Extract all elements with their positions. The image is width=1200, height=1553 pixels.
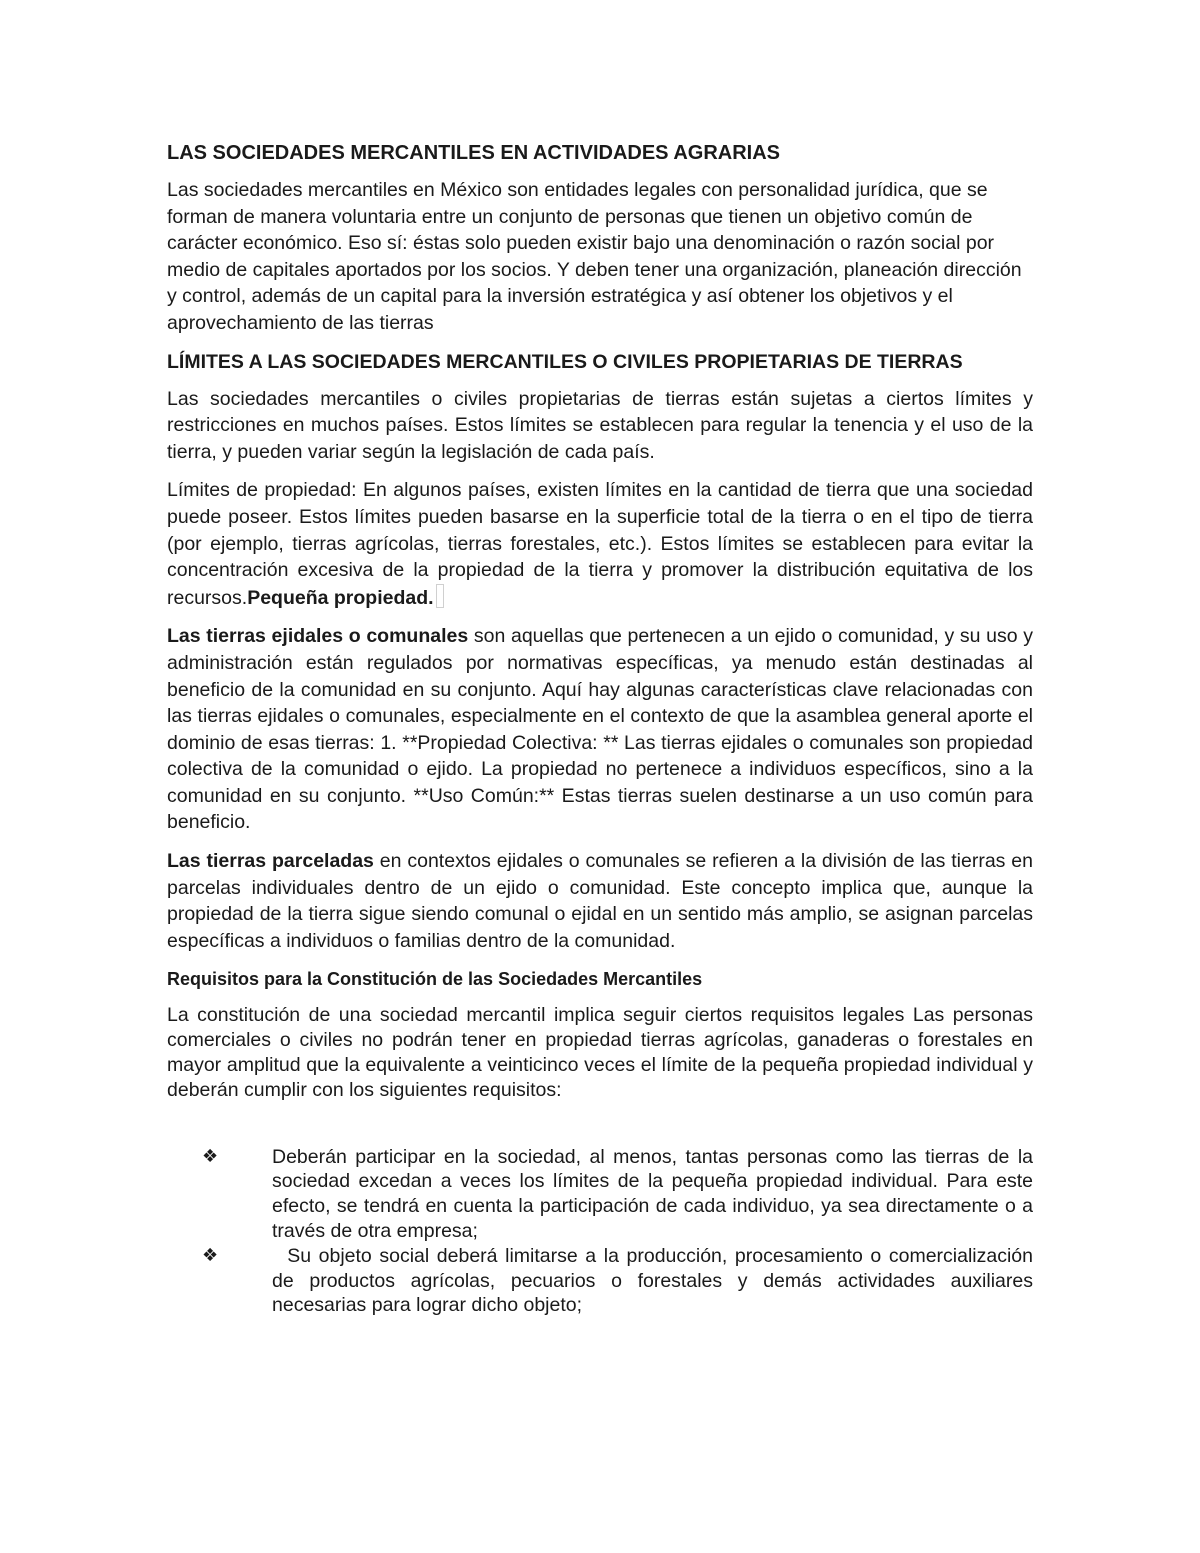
limits-paragraph-2-text: Límites de propiedad: En algunos países, existen límites en la cantidad de tierra que una sociedad puede poseer. Estos límites pueden basarse en la superficie total de la tierra o en el tipo de tierra (por ejemplo, tierras agrícolas, tierras forestales, etc.). Estos límites se establecen para evitar la concentración excesiva de la propiedad de la tierra y promover la distribución equitativa de los recursos.: [167, 479, 1033, 609]
parcel-paragraph: [167, 848, 1033, 954]
requirements-list: [167, 1145, 1039, 1319]
text-cursor-marker: [436, 584, 444, 608]
list-item-text: Deberán participar en la sociedad, al menos, tantas personas como las tierras de la sociedad excedan a veces los límites de la pequeña propiedad individual. Para este efecto, se tendrá en cuenta la participación de cada individuo, ya sea directamente o a través de otra empresa;: [272, 1145, 1033, 1243]
document-title: LAS SOCIEDADES MERCANTILES EN ACTIVIDADES AGRARIAS: [167, 142, 781, 164]
limits-paragraph-1: Las sociedades mercantiles o civiles propietarias de tierras están sujetas a ciertos límites y restricciones en muchos países. Estos límites se establecen para regular la tenencia y el uso de la tierra, y pueden variar según la legislación de cada país.: [167, 387, 1033, 463]
list-item-text: Su objeto social deberá limitarse a la producción, procesamiento o comercialización de productos agrícolas, pecuarios o forestales y demás actividades auxiliares necesarias para lograr dicho objeto;: [272, 1244, 1039, 1317]
list-item: [167, 1145, 1033, 1244]
intro-paragraph: Las sociedades mercantiles en México son entidades legales con personalidad jurídica, que se forman de manera voluntaria entre un conjunto de personas que tienen un objetivo común de carácter económico. Eso sí: éstas solo pueden existir bajo una denominación o razón social por medio de capitales aportados por los socios. Y deben tener una organización, planeación dirección y control, además de un capital para la inversión estratégica y así obtener los objetivos y el aprovechamiento de las tierras: [167, 179, 1022, 334]
requirements-heading: Requisitos para la Constitución de las Sociedades Mercantiles: [167, 969, 703, 990]
parcel-lead: Las tierras parceladas: [167, 850, 374, 873]
ejidal-paragraph: [167, 623, 1033, 836]
small-property-label: Pequeña propiedad.: [247, 586, 434, 609]
parcel-text: en contextos ejidales o comunales se refieren a la división de las tierras en parcelas individuales dentro de un ejido o comunidad. Este concepto implica que, aunque la propiedad de la tierra sigue siendo comunal o ejidal en un sentido más amplio, se asignan parcelas específicas a individuos o familias dentro de la comunidad.: [167, 850, 1033, 952]
diamond-bullet-icon: ❖: [202, 1145, 219, 1167]
ejidal-lead: Las tierras ejidales o comunales: [167, 625, 469, 648]
limits-heading: LÍMITES A LAS SOCIEDADES MERCANTILES O CIVILES PROPIETARIAS DE TIERRAS: [167, 350, 963, 373]
list-item: [167, 1244, 1039, 1318]
requirements-paragraph: La constitución de una sociedad mercantil implica seguir ciertos requisitos legales Las personas comerciales o civiles no podrán tener en propiedad tierras agrícolas, ganaderas o forestales en mayor amplitud que la equivalente a veinticinco veces el límite de la pequeña propiedad individual y deberán cumplir con los siguientes requisitos:: [167, 1004, 1033, 1101]
limits-paragraph-2: [167, 477, 1033, 611]
ejidal-text: son aquellas que pertenecen a un ejido o comunidad, y su uso y administración están regulados por normativas específicas, ya menudo están destinadas al beneficio de la comunidad en su conjunto. Aquí hay algunas características clave relacionadas con las tierras ejidales o comunales, especialmente en el contexto de que la asamblea general aporte el dominio de esas tierras: 1. **Propiedad Colectiva: ** Las tierras ejidales o comunales son propiedad colectiva de la comunidad o ejido. La propiedad no pertenece a individuos específicos, sino a la comunidad en su conjunto. **Uso Común:** Estas tierras suelen destinarse a un uso común para beneficio.: [167, 625, 1033, 834]
diamond-bullet-icon: ❖: [202, 1244, 219, 1266]
document-page: [167, 140, 1039, 1318]
